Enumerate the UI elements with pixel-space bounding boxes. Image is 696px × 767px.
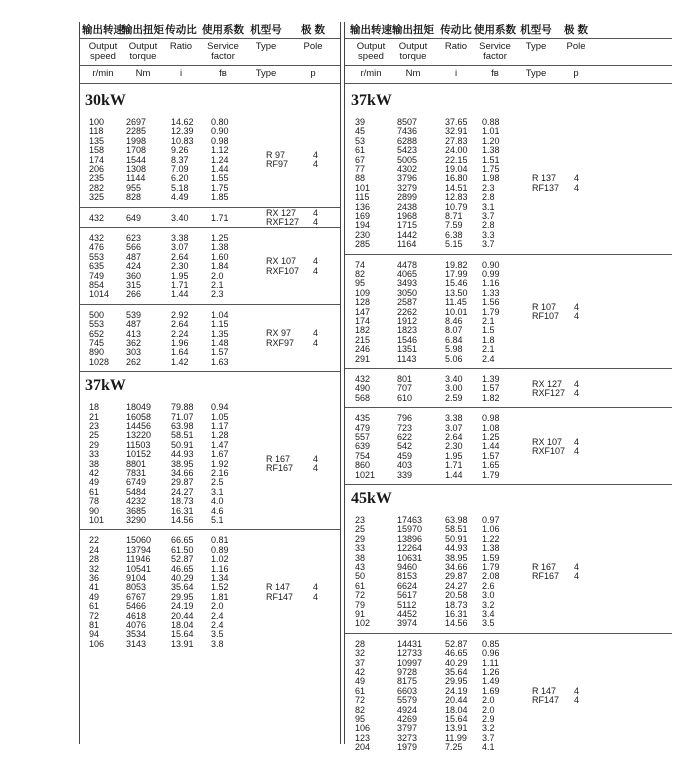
column-speed: 22 24 28 32 36 41 49 61 72 81 94 106 [89, 535, 105, 649]
header-rule-1 [345, 65, 672, 66]
model-type: RX 127 RXF127 [532, 378, 566, 399]
column-ratio: 66.65 61.50 52.87 46.65 40.29 35.64 29.95 24.19 20.44 18.04 15.64 13.91 [171, 535, 194, 649]
column-speed: 432 490 568 [355, 374, 371, 403]
header-speed-unit: r/min [92, 68, 114, 79]
block-separator [345, 254, 672, 255]
block-separator [345, 633, 672, 634]
header-pole-zh: 极 数 [564, 24, 588, 36]
header-torque-unit: Nm [405, 68, 421, 79]
header-pole-unit: p [310, 68, 316, 79]
pole-count: 4 4 [313, 149, 319, 170]
model-type: R 167 RF167 [266, 453, 294, 474]
model-type: R 137 RF137 [532, 173, 560, 193]
column-speed: 432 476 553 635 749 854 1014 [89, 233, 110, 300]
pole-count: 4 4 [313, 256, 319, 276]
power-rating-heading: 37kW [351, 92, 392, 109]
column-factor: 0.98 1.08 1.25 1.44 1.57 1.65 1.79 [482, 413, 500, 480]
column-ratio: 52.87 46.65 40.29 35.64 29.95 24.19 20.44 18.04 15.64 13.91 11.99 7.25 [445, 638, 468, 753]
column-ratio: 37.65 32.91 27.83 24.00 22.15 19.04 16.80 14.51 12.83 10.79 8.71 7.59 6.38 5.15 [445, 117, 468, 250]
column-speed: 18 21 23 25 29 33 38 42 49 61 78 90 101 [89, 402, 105, 526]
header-speed-en2: speed [358, 51, 384, 62]
column-ratio: 63.98 58.51 50.91 44.93 38.95 34.66 29.87 24.27 20.58 18.73 16.31 14.56 [445, 515, 468, 629]
header-rule-2 [79, 83, 340, 84]
header-ratio-zh: 传动比 [440, 24, 472, 36]
table-left-border [79, 22, 80, 744]
header-torque-unit: Nm [135, 68, 151, 79]
column-torque: 15060 13794 11946 10541 9104 8053 6767 5466 4618 4076 3534 3143 [126, 535, 152, 649]
column-ratio: 14.62 12.39 10.83 9.26 8.37 7.09 6.20 5.18 4.49 [171, 117, 194, 203]
header-speed-en2: speed [90, 51, 116, 62]
column-ratio: 3.40 3.00 2.59 [445, 374, 463, 403]
model-type: R 147 RF147 [266, 582, 294, 602]
column-speed: 432 [89, 212, 105, 223]
column-factor: 0.85 0.96 1.11 1.26 1.49 1.69 2.0 2.0 2.9 3.2 3.7 4.1 [482, 638, 500, 753]
header-factor-unit: fʙ [491, 68, 499, 79]
header-speed-en: Output [356, 41, 386, 52]
model-type: RX 107 RXF107 [532, 436, 566, 457]
model-type: R 97 RF97 [266, 149, 289, 170]
table-center-divider-2 [344, 22, 345, 744]
header-speed-zh: 输出转速 [82, 24, 124, 36]
column-factor: 0.80 0.90 0.98 1.12 1.24 1.44 1.55 1.75 1.85 [211, 117, 229, 203]
column-ratio: 79.88 71.07 63.98 58.51 50.91 44.93 38.95 34.66 29.87 24.27 18.73 16.31 14.56 [171, 402, 194, 526]
header-ratio-unit: i [454, 68, 458, 79]
column-factor: 1.39 1.57 1.82 [482, 374, 500, 403]
model-type: RX 127 RXF127 [266, 207, 300, 228]
header-pole-zh: 极 数 [301, 24, 325, 36]
column-ratio: 3.38 3.07 2.64 2.30 1.95 1.71 1.44 [445, 413, 463, 480]
block-separator [79, 207, 340, 208]
column-torque: 539 487 413 362 303 262 [126, 309, 142, 367]
column-torque: 801 707 610 [397, 374, 413, 403]
pole-count: 4 4 [313, 453, 319, 474]
table-center-divider [340, 22, 341, 744]
column-speed: 435 479 557 639 754 860 1021 [355, 413, 376, 480]
header-speed-zh: 输出转速 [350, 24, 392, 36]
pole-count: 4 4 [574, 173, 580, 193]
column-factor: 0.97 1.06 1.22 1.38 1.59 1.79 2.08 2.6 3.0 3.2 3.4 3.5 [482, 515, 500, 629]
column-factor: 0.90 0.99 1.16 1.33 1.56 1.79 2.1 1.5 1.8 2.1 2.4 [482, 259, 500, 364]
model-type: R 147 RF147 [532, 685, 560, 706]
model-type: RX 107 RXF107 [266, 256, 300, 276]
pole-count: 4 4 [313, 328, 319, 348]
pole-count: 4 4 [574, 301, 580, 322]
column-torque: 649 [126, 212, 142, 223]
column-factor: 1.71 [211, 212, 229, 223]
column-torque: 4478 4065 3493 3050 2587 2262 1912 1823 1546 1351 1143 [397, 259, 418, 364]
header-pole-en: Pole [566, 41, 586, 52]
block-separator [345, 407, 672, 408]
column-speed: 500 553 652 745 890 1028 [89, 309, 110, 367]
header-rule-2 [345, 83, 672, 84]
column-speed: 39 45 53 61 67 77 88 101 115 136 169 194 230 285 [355, 117, 371, 250]
column-ratio: 3.40 [171, 212, 189, 223]
column-torque: 18049 16058 14456 13220 11503 10152 8801 7831 6749 5484 4232 3685 3290 [126, 402, 152, 526]
header-type-en: Type [255, 41, 277, 52]
header-rule-1 [79, 65, 340, 66]
model-type: R 107 RF107 [532, 301, 560, 322]
header-factor-en2: factor [211, 51, 235, 62]
header-speed-unit: r/min [360, 68, 382, 79]
header-torque-zh: 输出扭矩 [392, 24, 434, 36]
header-factor-en2: factor [483, 51, 507, 62]
header-factor-unit: fʙ [219, 68, 227, 79]
column-speed: 23 25 29 33 38 43 50 61 72 79 91 102 [355, 515, 371, 629]
column-factor: 1.25 1.38 1.60 1.84 2.0 2.1 2.3 [211, 233, 229, 300]
pole-count: 4 4 [574, 436, 580, 457]
header-type-unit: Type [255, 68, 277, 79]
header-rule-0 [79, 38, 340, 39]
pole-count: 4 4 [574, 378, 580, 399]
header-torque-en2: torque [399, 51, 427, 62]
power-rating-heading: 45kW [351, 490, 392, 507]
header-torque-zh: 输出扭矩 [122, 24, 164, 36]
pole-count: 4 4 [313, 207, 319, 228]
column-ratio: 3.38 3.07 2.64 2.30 1.95 1.71 1.44 [171, 233, 189, 300]
header-speed-en: Output [88, 41, 118, 52]
header-ratio-zh: 传动比 [165, 24, 197, 36]
pole-count: 4 4 [313, 582, 319, 602]
header-rule-0 [345, 38, 672, 39]
column-speed: 100 118 135 158 174 206 235 282 325 [89, 117, 105, 203]
header-type-en: Type [525, 41, 547, 52]
block-separator [345, 484, 672, 485]
header-ratio-en: Ratio [169, 41, 193, 52]
column-factor: 0.94 1.05 1.17 1.28 1.47 1.67 1.92 2.16 2.5 3.1 4.0 4.6 5.1 [211, 402, 229, 526]
column-factor: 0.88 1.01 1.20 1.38 1.51 1.75 1.98 2.3 2.8 3.1 3.7 2.8 3.3 3.7 [482, 117, 500, 250]
power-rating-heading: 37kW [85, 377, 126, 395]
header-factor-zh: 使用系数 [202, 24, 244, 36]
header-factor-zh: 使用系数 [474, 24, 516, 36]
header-pole-unit: p [573, 68, 579, 79]
column-torque: 17463 15970 13896 12264 10631 9460 8153 6624 5617 5112 4452 3974 [397, 515, 423, 629]
block-separator [79, 529, 340, 530]
block-separator [79, 371, 340, 372]
header-torque-en: Output [398, 41, 428, 52]
column-torque: 2697 2285 1998 1708 1544 1308 1144 955 828 [126, 117, 147, 203]
header-torque-en2: torque [129, 51, 157, 62]
header-factor-en: Service [479, 41, 511, 52]
column-speed: 28 32 37 42 49 61 72 82 95 106 123 204 [355, 638, 371, 753]
column-ratio: 2.92 2.64 2.24 1.96 1.64 1.42 [171, 309, 189, 367]
pole-count: 4 4 [574, 561, 580, 582]
pole-count: 4 4 [574, 685, 580, 706]
block-separator [79, 227, 340, 228]
column-ratio: 19.82 17.99 15.46 13.50 11.45 10.01 8.46 8.07 6.84 5.98 5.06 [445, 259, 468, 364]
header-pole-en: Pole [303, 41, 323, 52]
header-ratio-unit: i [179, 68, 183, 79]
column-factor: 0.81 0.89 1.02 1.16 1.34 1.52 1.81 2.0 2.4 2.4 3.5 3.8 [211, 535, 229, 649]
column-torque: 796 723 622 542 459 403 339 [397, 413, 413, 480]
column-factor: 1.04 1.15 1.35 1.48 1.57 1.63 [211, 309, 229, 367]
column-torque: 623 566 487 424 360 315 266 [126, 233, 142, 300]
column-speed: 74 82 95 109 128 147 174 182 215 246 291 [355, 259, 371, 364]
header-torque-en: Output [128, 41, 158, 52]
header-type-zh: 机型号 [250, 24, 282, 36]
header-ratio-en: Ratio [444, 41, 468, 52]
header-type-zh: 机型号 [520, 24, 552, 36]
model-type: RX 97 RXF97 [266, 328, 295, 348]
header-type-unit: Type [525, 68, 547, 79]
power-rating-heading: 30kW [85, 92, 126, 109]
block-separator [79, 304, 340, 305]
block-separator [345, 368, 672, 369]
column-torque: 14431 12733 10997 9728 8175 6603 5579 4924 4269 3797 3273 1979 [397, 638, 423, 753]
header-factor-en: Service [207, 41, 239, 52]
model-type: R 167 RF167 [532, 561, 560, 582]
column-torque: 8507 7436 6288 5423 5005 4302 3796 3279 2899 2438 1968 1715 1442 1164 [397, 117, 418, 250]
gearmotor-selection-table [79, 22, 672, 753]
